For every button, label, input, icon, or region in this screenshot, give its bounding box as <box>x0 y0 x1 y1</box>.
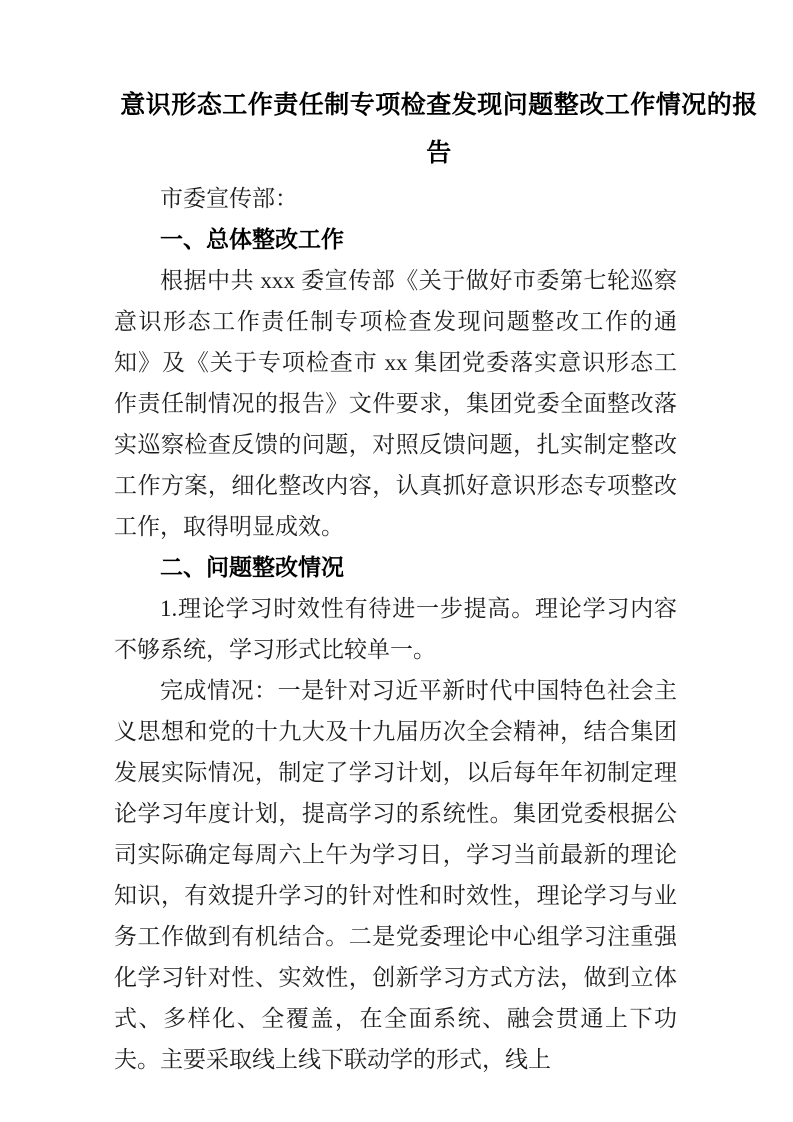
section-heading-problem-rectification: 二、问题整改情况 <box>160 555 344 580</box>
paragraph-problem-1: 1.理论学习时效性有待进一步提高。理论学习内容不够系统，学习形式比较单一。 <box>114 596 677 662</box>
paragraph-overall-rectification: 根据中共 xxx 委宣传部《关于做好市委第七轮巡察意识形态工作责任制专项检查发现问题整改工作的通知》及《关于专项检查市 xx 集团党委落实意识形态工作责任制情况的报告》文件要求，集团党委全面整改落实巡察检查反馈的问题，对照反馈问题，扎实制定整改工作方案，细化整改内容，认真抓好意识形态专项整改工作，取得明显成效。 <box>114 268 677 539</box>
salutation-line: 市委宣传部： <box>160 186 298 211</box>
document-title: 意识形态工作责任制专项检查发现问题整改工作情况的报告 <box>120 92 758 167</box>
document-body <box>114 178 677 1080</box>
section-heading-overall-rectification: 一、总体整改工作 <box>160 227 344 252</box>
paragraph-completion-status: 完成情况：一是针对习近平新时代中国特色社会主义思想和党的十九大及十九届历次全会精神，结合集团发展实际情况，制定了学习计划，以后每年年初制定理论学习年度计划，提高学习的系统性。集团党委根据公司实际确定每周六上午为学习日，学习当前最新的理论知识，有效提升学习的针对性和时效性，理论学习与业务工作做到有机结合。二是党委理论中心组学习注重强化学习针对性、实效性，创新学习方式方法，做到立体式、多样化、全覆盖，在全面系统、融会贯通上下功夫。主要采取线上线下联动学的形式，线上 <box>114 678 677 1072</box>
